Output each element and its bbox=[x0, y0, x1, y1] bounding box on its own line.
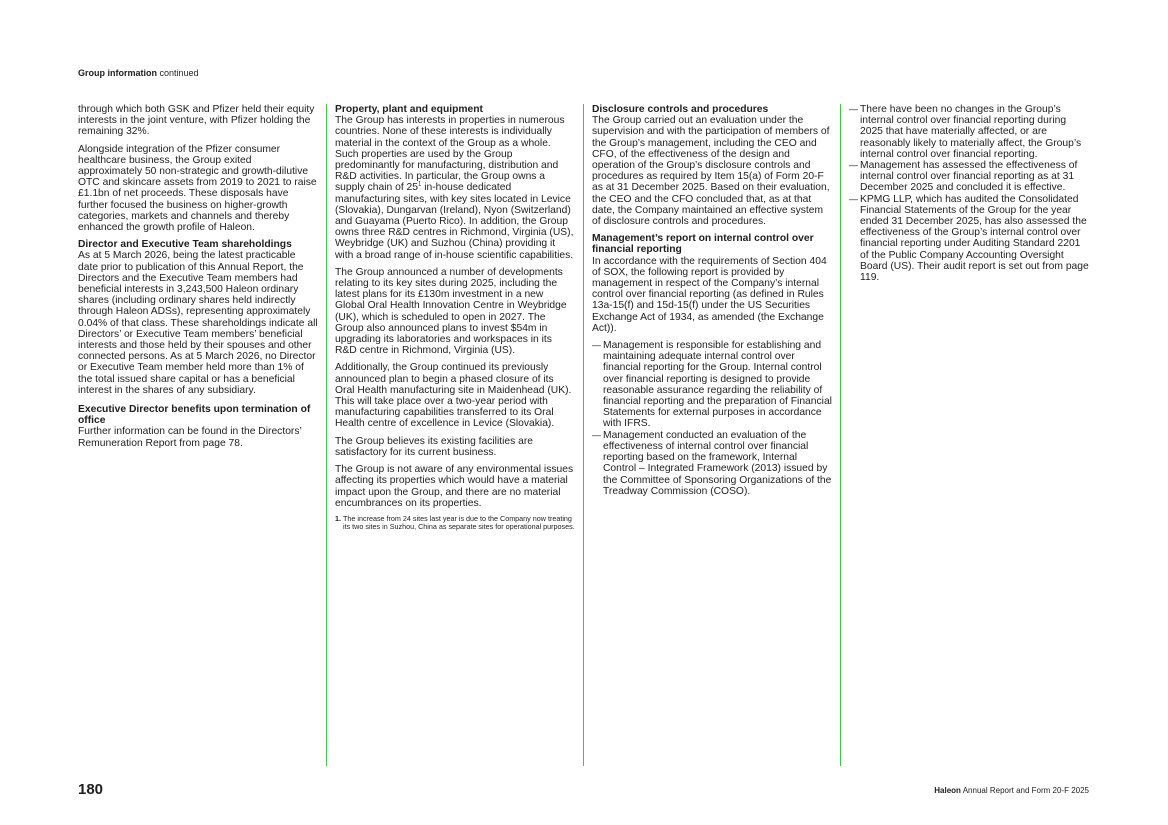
brand-name: Haleon bbox=[934, 786, 961, 795]
heading-management-report: Management’s report on internal control over financial reporting bbox=[592, 233, 814, 256]
report-title: Annual Report and Form 20-F 2025 bbox=[960, 786, 1089, 795]
footnote-marker: 1 bbox=[418, 182, 422, 188]
paragraph: The Group carried out an evaluation under the supervision and with the participation of members of the Group’s management, including the CEO and CFO, of the effectiveness of the design and operation of the Group’s disclosure controls and procedures as required by Item 15(a) of Form 20-F as at 31 December 2025. Based on their evaluation, the CEO and the CFO concluded that, as at that date, the Company maintained an effective system of disclosure controls and procedures. bbox=[592, 115, 830, 228]
column-3 bbox=[592, 104, 832, 503]
list-item: — Management conducted an evaluation of the effectiveness of internal control over financial reporting based on the framework, Internal Control – Integrated Framework (2013) issued by the Committee of Sponsoring Organizations of the Treadway Commission (COSO). bbox=[592, 430, 832, 497]
paragraph: As at 5 March 2026, being the latest practicable date prior to publication of this Annual Report, the Directors and the Executive Team members had beneficial interests in 3,243,500 Haleon ordinary shares (including ordinary shares held indirectly through Haleon ADSs), representing approximately 0.04% of that class. These shareholdings indicate all Directors’ or Executive Team members’ beneficial interests and those held by their spouses and other connected persons. As at 5 March 2026, no Director or Executive Team member held more than 1% of the total issued share capital or has a beneficial interest in the shares of any subsidiary. bbox=[78, 250, 318, 396]
heading-shareholdings: Director and Executive Team shareholdings bbox=[78, 239, 292, 251]
column-2 bbox=[335, 104, 575, 532]
paragraph: The Group has interests in properties in numerous countries. None of these interests is individually material in the context of the Group as a whole. Such properties are used by the Group predominantly for manufacturing, distribution and R&D activities. In particular, the Group owns a supply chain of $25^1$ in-house dedicated manufacturing sites, with key sites located in Levice (Slovakia), Dungarvan (Ireland), Nyon (Switzerland) and Guayama (Puerto Rico). In addition, the Group owns three R&D centres in Richmond, Virginia (US), Weybridge (UK) and Suzhou (China) providing it with a broad range of in-house scientific capabilities. bbox=[335, 115, 574, 261]
page-number: 180 bbox=[78, 781, 104, 798]
dash-list bbox=[849, 104, 1089, 283]
section-header bbox=[78, 68, 199, 78]
column-divider bbox=[583, 104, 584, 766]
paragraph: The Group is not aware of any environmental issues affecting its properties which would have a material impact upon the Group, and there are no material encumbrances on its properties. bbox=[335, 464, 574, 509]
list-item: — Management is responsible for establishing and maintaining adequate internal control over financial reporting for the Group. Internal control over financial reporting is designed to provide reasonable assurance regarding the reliability of financial reporting and the preparation of Financial Statements for external purposes in accordance with IFRS. bbox=[592, 340, 832, 430]
footnote-text: The increase from 24 sites last year is due to the Company now treating its two sites in Suzhou, China as separate sites for operational purposes. bbox=[343, 513, 575, 532]
list-item: — Management has assessed the effectiveness of internal control over financial reporting as at 31 December 2025 and concluded it is effective. bbox=[849, 160, 1089, 194]
column-1 bbox=[78, 104, 318, 455]
dash-list bbox=[592, 340, 832, 497]
heading-disclosure-controls: Disclosure controls and procedures bbox=[592, 104, 769, 115]
column-divider bbox=[326, 104, 327, 766]
section-header-title: Group information bbox=[78, 68, 157, 78]
footnote bbox=[335, 515, 575, 532]
column-divider bbox=[840, 104, 841, 766]
paragraph: The Group announced a number of developments relating to its key sites during 2025, including the latest plans for its £130m investment in a new Global Oral Health Innovation Centre in Weybridge (UK), which is scheduled to open in 2027. The Group also announced plans to invest $54m in upgrading its laboratories and workspaces in its R&D centre in Richmond, Virginia (US). bbox=[335, 266, 567, 357]
list-item: — KPMG LLP, which has audited the Consolidated Financial Statements of the Group for the year ended 31 December 2025, has also assessed the effectiveness of the Group’s internal control over financial reporting under Auditing Standard 2201 of the Public Company Accounting Oversight Board (US). Their audit report is set out from page 119. bbox=[849, 194, 1089, 284]
footnote-number: 1. bbox=[335, 513, 341, 523]
heading-property: Property, plant and equipment bbox=[335, 104, 483, 115]
paragraph: The Group believes its existing facilities are satisfactory for its current business. bbox=[335, 435, 534, 458]
paragraph: Alongside integration of the Pfizer consumer healthcare business, the Group exited approximately 50 non-strategic and growth-dilutive OTC and skincare assets from 2019 to 2021 to raise £1.1bn of net proceeds. These disposals have further focused the business on higher-growth categories, markets and channels and thereby enhanced the growth profile of Haleon. bbox=[78, 143, 317, 234]
list-item: — There have been no changes in the Group’s internal control over financial reporting during 2025 that have materially affected, or are reasonably likely to materially affect, the Group’s internal control over financial reporting. bbox=[849, 104, 1089, 160]
paragraph: Additionally, the Group continued its previously announced plan to begin a phased closure of its Oral Health manufacturing site in Maidenhead (UK). This will take place over a two-year period with manufacturing capabilities transferred to its Oral Health centre of excellence in Levice (Slovakia). bbox=[335, 362, 572, 430]
column-4 bbox=[849, 104, 1089, 289]
paragraph: through which both GSK and Pfizer held their equity interests in the joint venture, with Pfizer holding the remaining 32%. bbox=[78, 104, 315, 138]
section-header-suffix: continued bbox=[157, 68, 199, 78]
paragraph: Further information can be found in the Directors’ Remuneration Report from page 78. bbox=[78, 426, 302, 449]
footer-report-title bbox=[934, 786, 1089, 795]
heading-termination-benefits: Executive Director benefits upon termination of office bbox=[78, 404, 311, 427]
paragraph: In accordance with the requirements of Section 404 of SOX, the following report is provided by management in respect of the Company’s internal control over financial reporting (as defined in Rules 13a-15(f) and 15d-15(f) under the US Securities Exchange Act of 1934, as amended (the Exchange Act)). bbox=[592, 255, 827, 334]
